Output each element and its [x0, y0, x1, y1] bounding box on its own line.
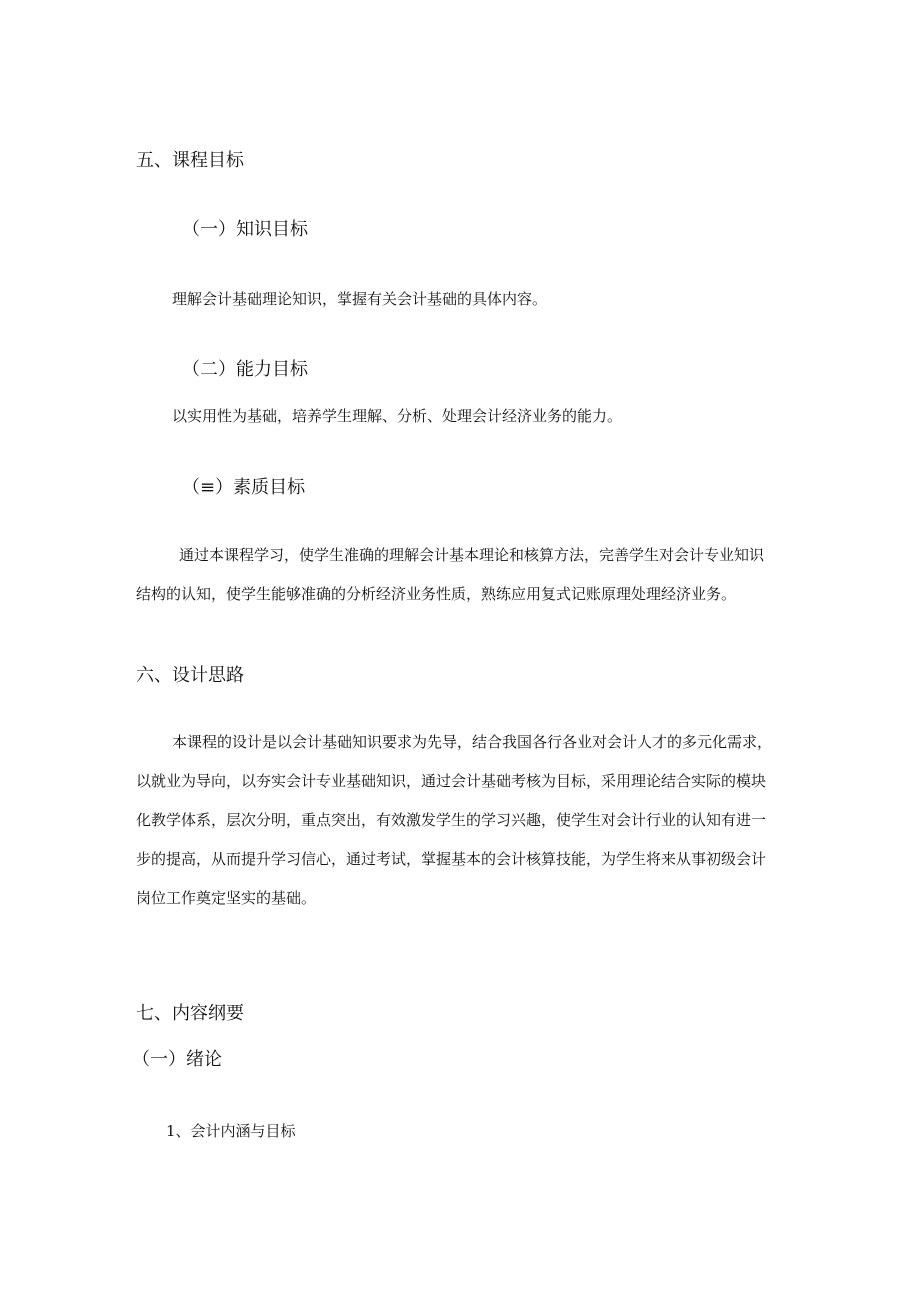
paragraph-line: 步的提高，从而提升学习信心，通过考试，掌握基本的会计核算技能，为学生将来从事初级会计	[136, 850, 767, 868]
quality-goal-heading: （≡）素质目标	[182, 477, 306, 498]
paragraph-line: 以就业为导向，以夯实会计专业基础知识，通过会计基础考核为目标，采用理论结合实际的模块	[136, 772, 767, 790]
introduction-heading: （一）绪论	[132, 1049, 222, 1070]
ability-goal-heading: （二）能力目标	[182, 359, 308, 380]
paragraph-line: 化教学体系，层次分明，重点突出，有效激发学生的学习兴趣，使学生对会计行业的认知有进一	[136, 811, 767, 829]
knowledge-goal-heading: （一）知识目标	[182, 219, 308, 240]
paragraph-line: 通过本课程学习，使学生准确的理解会计基本理论和核算方法，完善学生对会计专业知识	[179, 546, 765, 564]
knowledge-goal-text: 理解会计基础理论知识，掌握有关会计基础的具体内容。	[172, 290, 548, 308]
design-approach-paragraph	[136, 723, 796, 918]
outline-item-1: 1、会计内涵与目标	[166, 1122, 296, 1140]
paragraph-line: 岗位工作奠定坚实的基础。	[136, 889, 317, 907]
section-5-heading: 五、课程目标	[136, 150, 244, 171]
quality-goal-paragraph	[136, 536, 796, 614]
paragraph-line: 结构的认知，使学生能够准确的分析经济业务性质，熟练应用复式记账原理处理经济业务。	[136, 585, 737, 603]
section-6-heading: 六、设计思路	[136, 665, 244, 686]
ability-goal-text: 以实用性为基础，培养学生理解、分析、处理会计经济业务的能力。	[172, 407, 623, 425]
paragraph-line: 本课程的设计是以会计基础知识要求为先导，结合我国各行各业对会计人才的多元化需求，	[172, 733, 773, 751]
section-7-heading: 七、内容纲要	[136, 1003, 244, 1024]
